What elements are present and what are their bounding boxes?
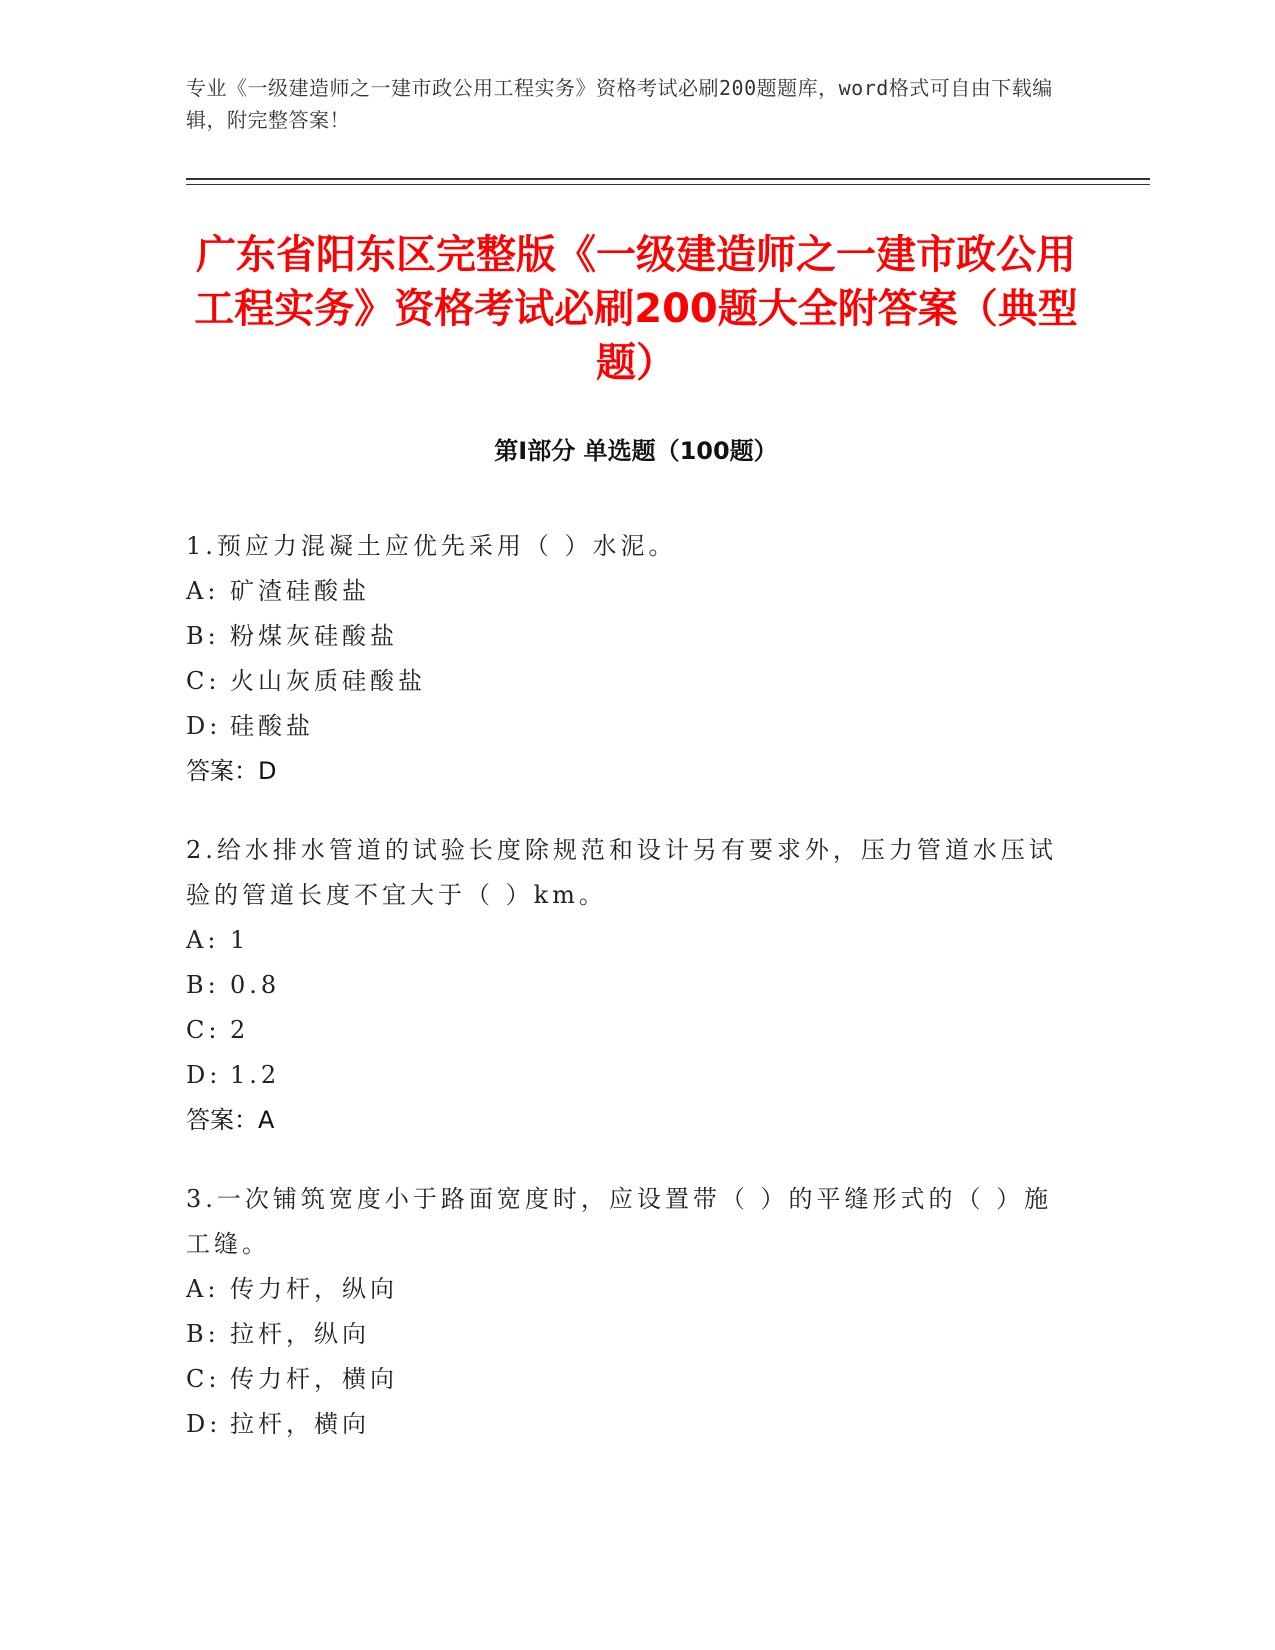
option-a (186, 918, 1066, 963)
document-title: 广东省阳东区完整版《一级建造师之一建市政公用工程实务》资格考试必刷200题大全附答案（典型题） (194, 232, 1078, 386)
question-3 (186, 1177, 1066, 1447)
option-a (186, 1267, 1066, 1312)
option-key: B: (186, 622, 220, 650)
option-a (186, 569, 1066, 614)
option-key: D: (186, 1061, 222, 1089)
question-1 (186, 524, 1066, 794)
option-text: 传力杆，纵向 (230, 1275, 398, 1303)
option-key: B: (186, 1320, 220, 1348)
option-text: 矿渣硅酸盐 (230, 577, 370, 605)
section-title: 第Ⅰ部分 单选题（100题） (494, 437, 778, 465)
option-d (186, 1402, 1066, 1447)
option-key: B: (186, 971, 220, 999)
option-key: C: (186, 1365, 221, 1393)
option-c (186, 1008, 1066, 1053)
option-b (186, 963, 1066, 1008)
option-text: 2 (230, 1016, 250, 1044)
option-text: 粉煤灰硅酸盐 (230, 622, 398, 650)
option-text: 1.2 (230, 1061, 281, 1089)
header-divider-thick (186, 178, 1150, 180)
question-list (186, 524, 1066, 1481)
question-stem: 1.预应力混凝土应优先采用（ ）水泥。 (186, 532, 677, 560)
question-stem: 2.给水排水管道的试验长度除规范和设计另有要求外，压力管道水压试验的管道长度不宜大于（ ）km。 (186, 836, 1057, 909)
option-d (186, 704, 1066, 749)
header-note: 专业《一级建造师之一建市政公用工程实务》资格考试必刷200题题库，word格式可自由下载编辑，附完整答案！ (186, 76, 1053, 132)
option-key: D: (186, 712, 222, 740)
option-key: D: (186, 1410, 222, 1438)
option-text: 拉杆，纵向 (230, 1320, 370, 1348)
option-key: A: (186, 1275, 220, 1303)
option-text: 0.8 (230, 971, 281, 999)
option-text: 拉杆，横向 (230, 1410, 370, 1438)
option-text: 硅酸盐 (230, 712, 314, 740)
option-key: A: (186, 926, 220, 954)
option-text: 传力杆，横向 (230, 1365, 398, 1393)
option-d (186, 1053, 1066, 1098)
option-c (186, 1357, 1066, 1402)
question-2 (186, 828, 1066, 1143)
option-b (186, 614, 1066, 659)
option-b (186, 1312, 1066, 1357)
answer: 答案：A (186, 1106, 275, 1134)
option-text: 1 (230, 926, 250, 954)
header-divider-thin (186, 184, 1150, 185)
question-stem: 3.一次铺筑宽度小于路面宽度时，应设置带（ ）的平缝形式的（ ）施工缝。 (186, 1185, 1053, 1258)
option-key: C: (186, 667, 221, 695)
option-c (186, 659, 1066, 704)
option-text: 火山灰质硅酸盐 (230, 667, 426, 695)
option-key: A: (186, 577, 220, 605)
option-key: C: (186, 1016, 221, 1044)
answer: 答案：D (186, 757, 277, 785)
